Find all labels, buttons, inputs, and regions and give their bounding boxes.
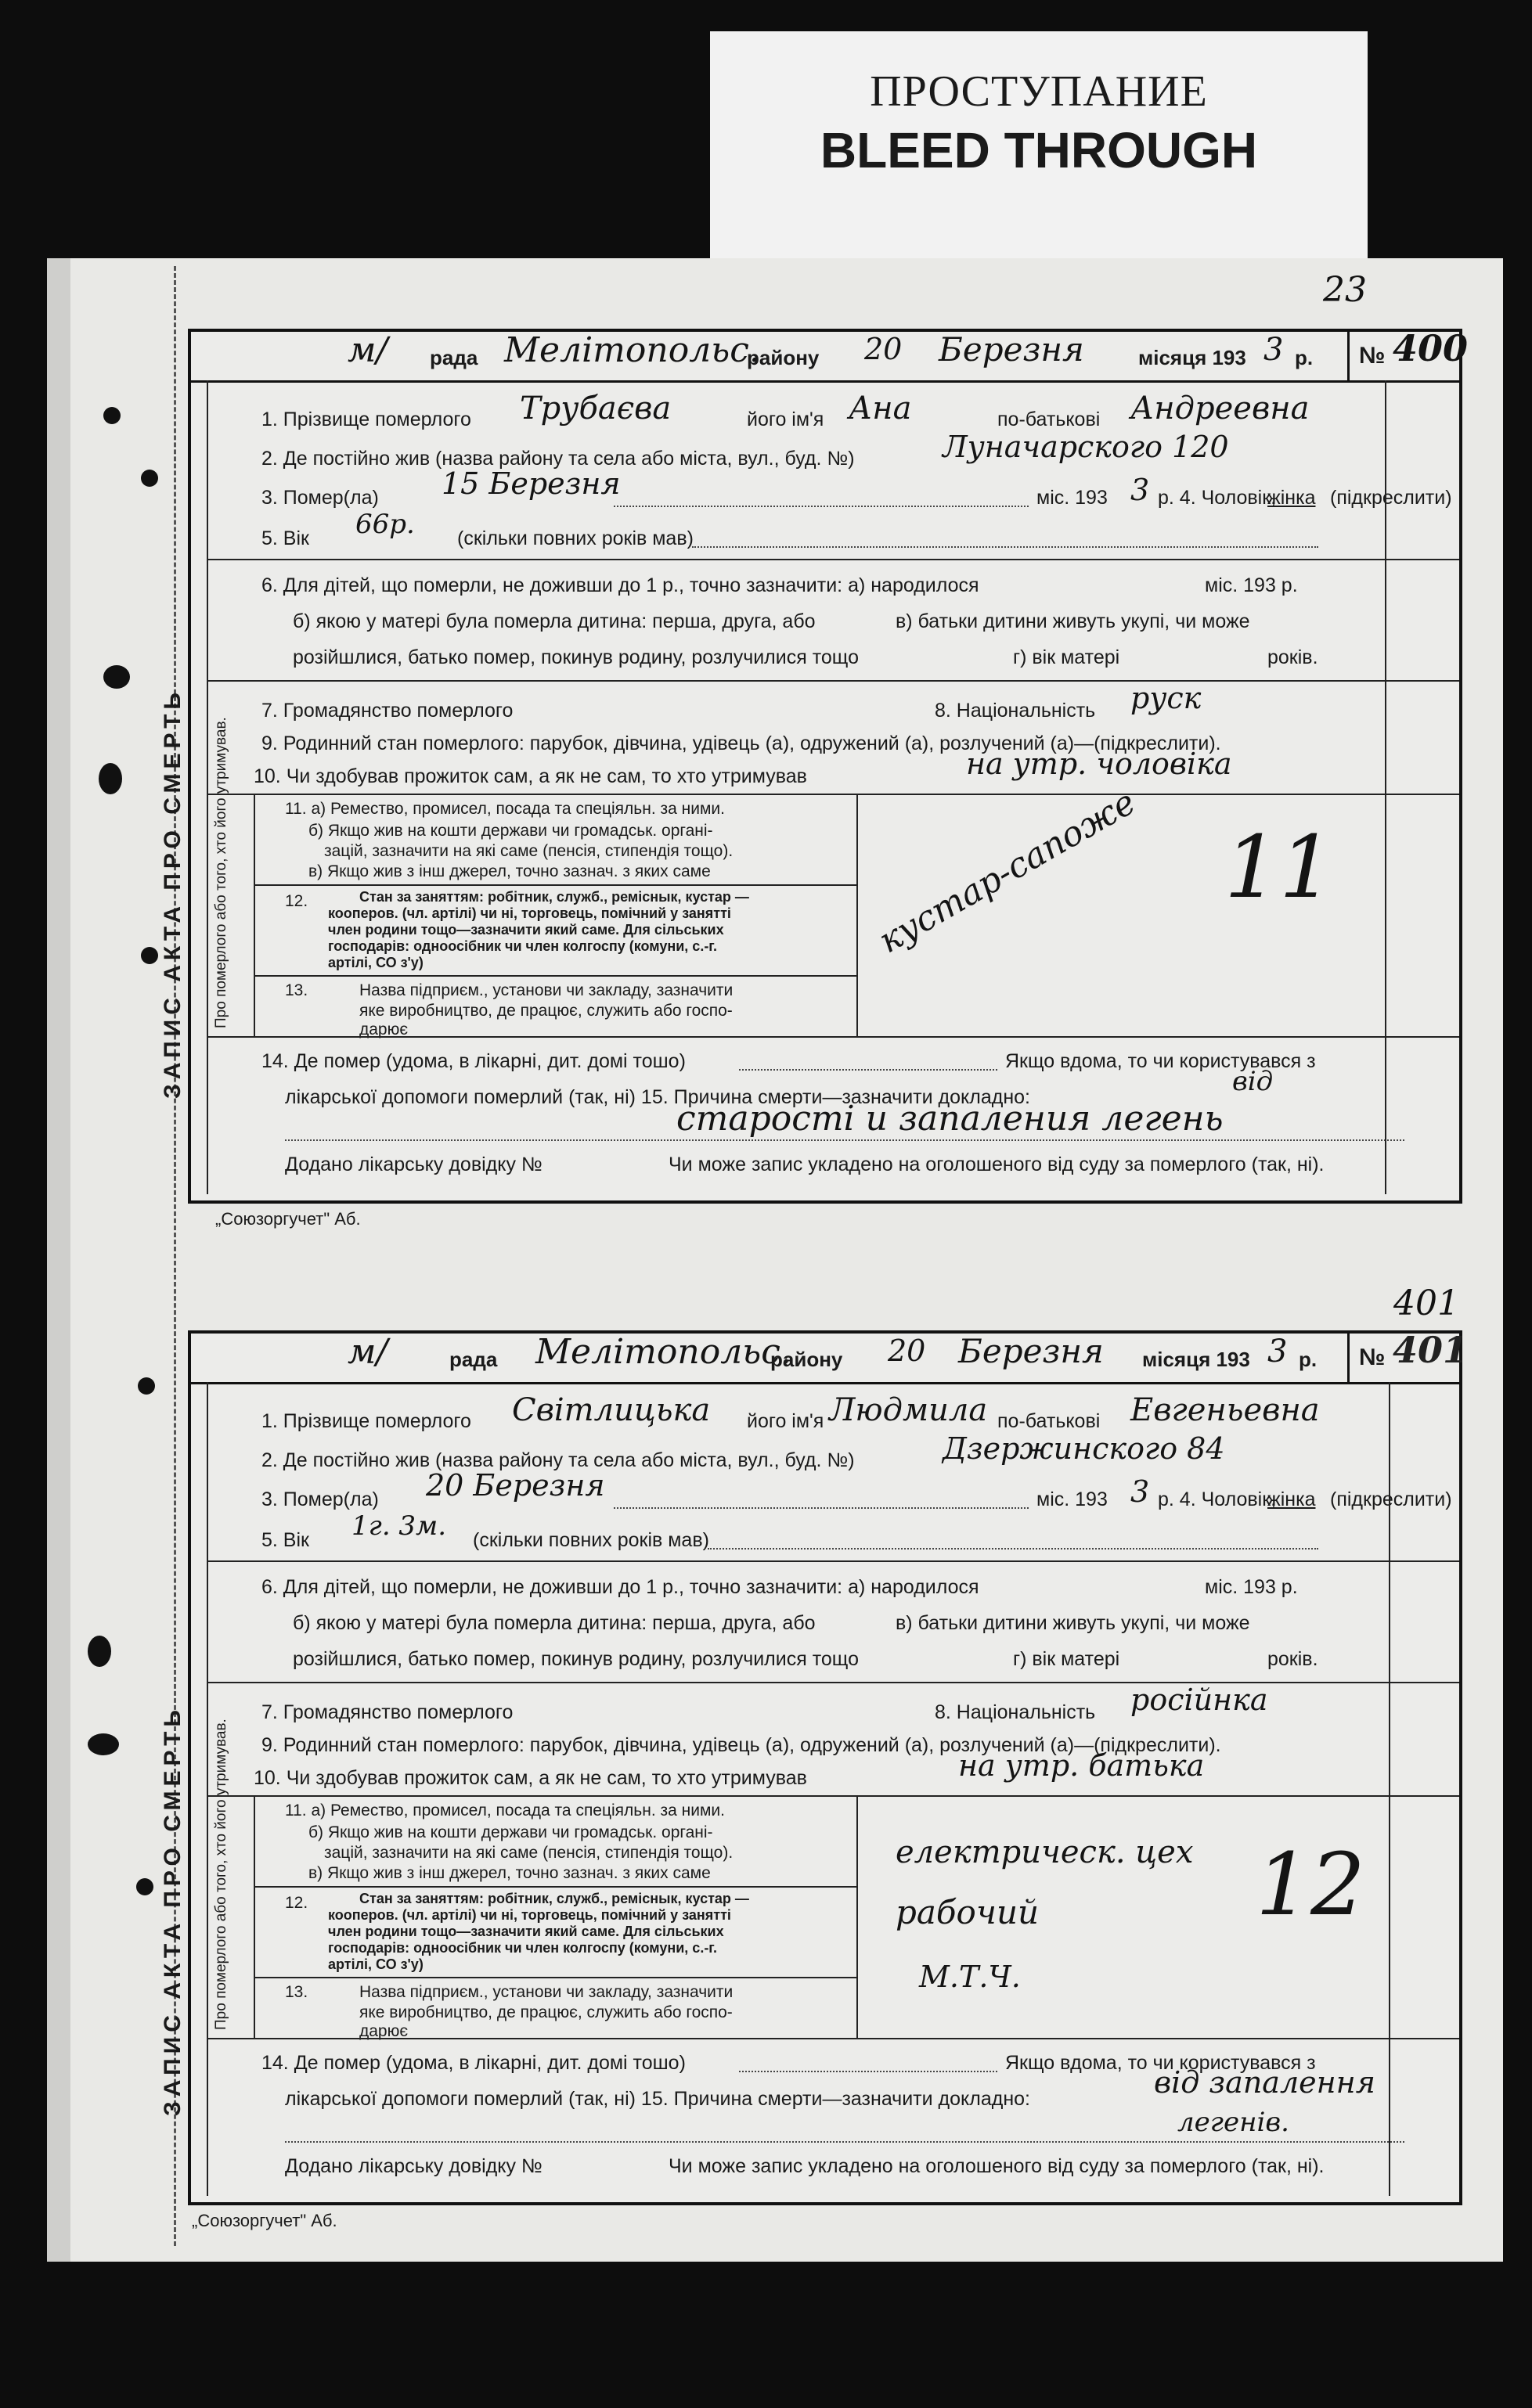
years-label: років. [1267, 646, 1318, 668]
dotted-line [708, 1548, 1318, 1550]
org-handwritten: М.Т.Ч. [919, 1960, 1021, 1994]
rada-label: рада [430, 346, 478, 369]
rayonu-label: району [770, 1348, 843, 1371]
rule [1389, 1382, 1390, 2196]
dotted-line [739, 1069, 997, 1071]
stamp-line-2: BLEED THROUGH [820, 122, 1258, 178]
binding-hole [88, 1733, 119, 1755]
year-handwritten: 3 [1267, 1334, 1288, 1370]
f13-num: 13. [285, 1983, 308, 2001]
cause-label: лікарської допомоги померлий (так, ні) 15. Причина смерти—зазначити докладно: [285, 2088, 1030, 2110]
employment-status-1: Стан за заняттям: робітник, служб., реміснык, кустар — [359, 889, 749, 905]
rule [254, 884, 856, 886]
employment-status-2: кооперов. (чл. артілі) чи ні, торговець, помічний у занятті [328, 1907, 731, 1923]
died-year-handwritten: 3 [1130, 1474, 1150, 1509]
cause-handwritten-1: від запалення [1154, 2065, 1375, 2100]
rule [254, 975, 856, 977]
child-born-label: 6. Для дітей, що померли, не доживши до 1 р., точно зазначити: а) народилося [261, 574, 979, 596]
state-support-label-2: зацій, зазначити на які саме (пенсія, стипендія тощо). [324, 1844, 734, 1862]
rule [254, 1977, 856, 1978]
parents-together-label: в) батьки дитини живуть укупі, чи може [896, 610, 1250, 632]
dotted-line [739, 2071, 997, 2072]
r-label: р. [1299, 1348, 1318, 1371]
address-handwritten: Дзержинского 84 [943, 1431, 1225, 1466]
record-number-box [1347, 1329, 1469, 1382]
child-born-end: міс. 193 р. [1205, 1576, 1298, 1598]
bleed-through-stamp [710, 31, 1368, 265]
surname-label: 1. Прізвище померлого [261, 409, 471, 430]
occupation-label: 11. а) Ремество, промисел, посада та спеціяльн. за ними. [285, 800, 725, 818]
citizenship-label: 7. Громадянство померлого [261, 1701, 514, 1723]
dotted-line [285, 2141, 1404, 2143]
number-label: № [1359, 1344, 1386, 1370]
child-born-label: 6. Для дітей, що померли, не доживши до 1 р., точно зазначити: а) народилося [261, 1576, 979, 1598]
state-support-label-2: зацій, зазначити на які саме (пенсія, стипендія тощо). [324, 842, 734, 860]
r-label: р. [1295, 346, 1314, 369]
rayonu-label: району [747, 346, 820, 369]
workplace-label-3: дарює [359, 2022, 409, 2040]
name-label: його ім'я [747, 409, 824, 430]
support-side-label: Про померлого або того, хто його утримував. [213, 717, 229, 1028]
child-order-label: б) якою у матері була померла дитина: перша, друга, або [293, 610, 816, 632]
rule [254, 1886, 856, 1888]
form-header [191, 1329, 1469, 1384]
surname-handwritten: Трубаєва [520, 391, 672, 427]
employment-status-3: член родини тощо—зазначити який саме. Для сільських [328, 922, 724, 938]
support-label: 10. Чи здобував прожиток сам, а як не сам, то хто утримував [254, 765, 807, 787]
state-support-label: б) Якщо жив на кошти держави чи громадськ. органі- [308, 1823, 713, 1841]
employment-status-3: член родини тощо—зазначити який саме. Для сільських [328, 1924, 724, 1939]
age-handwritten: 66р. [355, 509, 415, 540]
place-of-death-label: 14. Де помер (удома, в лікарні, дит. домі тошо) [261, 1050, 686, 1072]
dotted-line [614, 506, 1029, 507]
patronymic-handwritten: Евгеньевна [1130, 1392, 1320, 1428]
cause-handwritten-1: від [1232, 1066, 1274, 1097]
patronymic-label: по-батькові [997, 409, 1101, 430]
dotted-line [614, 1507, 1029, 1509]
workplace-label-1: Назва підприєм., установи чи закладу, зазначити [359, 1983, 734, 2001]
cause-label: лікарської допомоги померлий (так, ні) 15. Причина смерти—зазначити докладно: [285, 1086, 1030, 1108]
rule [207, 1560, 1459, 1562]
record-number-handwritten: 400 [1393, 327, 1469, 369]
side-label: ЗАПИС АКТА ПРО СМЕРТЬ [160, 688, 186, 1099]
stamp-line-1: ПРОСТУПАНИЕ [870, 67, 1208, 116]
death-record-form-2 [160, 1329, 1469, 2205]
occupation-handwritten: електрическ. цех [896, 1834, 1194, 1870]
rule [1385, 380, 1386, 1194]
rule [207, 2038, 1459, 2039]
rule [207, 559, 1459, 560]
support-side-label: Про померлого або того, хто його утримував. [213, 1719, 229, 2030]
dotted-line [692, 546, 1318, 548]
age-handwritten: 1г. 3м. [351, 1510, 447, 1542]
month-handwritten: Березня [958, 1332, 1104, 1370]
died-label: 3. Помер(ла) [261, 487, 379, 509]
occupation-label: 11. а) Ремество, промисел, посада та спеціяльн. за ними. [285, 1802, 725, 1819]
left-rule [207, 380, 208, 1194]
certificate-label: Додано лікарську довідку № [285, 2155, 543, 2177]
binding-hole [138, 1377, 155, 1395]
mother-age-label: г) вік матері [1013, 1648, 1120, 1670]
residence-label: 2. Де постійно жив (назва району та села або міста, вул., буд. №) [261, 448, 855, 470]
workplace-label-2: яке виробництво, де працює, служить або госпо- [359, 1002, 733, 1020]
workplace-label-3: дарює [359, 1020, 409, 1038]
binding-hole [136, 1878, 153, 1895]
died-handwritten: 15 Березня [442, 466, 621, 501]
rule [207, 1795, 1459, 1797]
underline-note: (підкреслити) [1330, 487, 1452, 509]
binding-hole [103, 407, 121, 424]
rule [856, 1795, 858, 2038]
other-sources-label: в) Якщо жив з інш джерел, точно зазнач. з яких саме [308, 1864, 711, 1882]
name-handwritten: Ана [849, 391, 912, 427]
number-label: № [1359, 343, 1386, 369]
court-label: Чи може запис укладено на оголошеного від суду за померлого (так, ні). [669, 2155, 1325, 2177]
marital-label: 9. Родинний стан померлого: парубок, дівчина, удівець (а), одружений (а), розлучений (а)—(підкреслити). [261, 1734, 1221, 1756]
court-label: Чи може запис укладено на оголошеного від суду за померлого (так, ні). [669, 1154, 1325, 1175]
binding-hole [141, 470, 158, 487]
rule [254, 1795, 255, 2038]
age-label: 5. Вік [261, 1529, 309, 1551]
employment-status-4: господарів: одноосібник чи член колгоспу (комуни, с.-г. [328, 938, 718, 954]
underline-note: (підкреслити) [1330, 1488, 1452, 1510]
support-handwritten: на утр. чоловіка [966, 747, 1232, 781]
rada-label: рада [449, 1348, 498, 1371]
support-handwritten: на утр. батька [958, 1748, 1205, 1783]
died-month-label: міс. 193 [1036, 1488, 1108, 1510]
sex-female-underlined: жінка [1267, 1488, 1316, 1510]
day-handwritten: 20 [888, 1334, 926, 1368]
rada-name-handwritten: Мелітопольс. [535, 1332, 791, 1372]
child-born-end: міс. 193 р. [1205, 574, 1298, 596]
f12-num: 12. [285, 892, 308, 910]
parents-separated-label: розійшлися, батько помер, покинув родину, розлучилися тощо [293, 646, 859, 668]
rada-handwritten: м/ [348, 1332, 388, 1372]
sex-label: р. 4. Чоловік, [1158, 1488, 1277, 1510]
home-help-label: Якщо вдома, то чи користувався з [1005, 2052, 1316, 2074]
nationality-label: 8. Національність [935, 700, 1096, 722]
record-number-handwritten: 401 [1393, 1329, 1469, 1371]
cause-handwritten-2: легенів. [1177, 2107, 1289, 2138]
nationality-handwritten: руск [1130, 681, 1202, 715]
workplace-label-1: Назва підприєм., установи чи закладу, зазначити [359, 981, 734, 999]
form-footer: „Союзоргучет" Аб. [192, 2211, 337, 2230]
parents-together-label: в) батьки дитини живуть укупі, чи може [896, 1612, 1250, 1634]
home-help-label: Якщо вдома, то чи користувався з [1005, 1050, 1316, 1072]
binding-hole [103, 665, 130, 689]
form-header [191, 327, 1469, 383]
cause-handwritten-2: старості и запаления легень [676, 1099, 1224, 1139]
mother-age-label: г) вік матері [1013, 646, 1120, 668]
child-order-label: б) якою у матері була померла дитина: перша, друга, або [293, 1612, 816, 1634]
name-handwritten: Людмила [829, 1392, 988, 1428]
patronymic-label: по-батькові [997, 1410, 1101, 1432]
page-number: 23 [1323, 270, 1367, 310]
rule [207, 1682, 1459, 1683]
month-label: місяця 193 [1138, 346, 1246, 369]
employment-status-4: господарів: одноосібник чи член колгоспу (комуни, с.-г. [328, 1940, 718, 1956]
day-handwritten: 20 [864, 332, 903, 366]
sex-label: р. 4. Чоловік, [1158, 487, 1277, 509]
surname-handwritten: Світлицька [512, 1392, 711, 1428]
address-handwritten: Луначарского 120 [943, 430, 1229, 464]
binding-hole [141, 947, 158, 964]
certificate-label: Додано лікарську довідку № [285, 1154, 543, 1175]
rada-handwritten: м/ [348, 330, 388, 370]
occupation-handwritten: кустар-сапоже [872, 782, 1143, 962]
years-label: років. [1267, 1648, 1318, 1670]
died-label: 3. Помер(ла) [261, 1488, 379, 1510]
f13-num: 13. [285, 981, 308, 999]
employment-status-1: Стан за заняттям: робітник, служб., реміснык, кустар — [359, 1891, 749, 1906]
died-month-label: міс. 193 [1036, 487, 1108, 509]
state-support-label: б) Якщо жив на кошти держави чи громадськ. органі- [308, 822, 713, 840]
occupation2-handwritten: рабочий [896, 1893, 1040, 1931]
sex-female-underlined: жінка [1267, 487, 1316, 509]
year-handwritten: 3 [1263, 332, 1284, 368]
record-number-box [1347, 327, 1469, 380]
rule [207, 1036, 1459, 1038]
record-number-2-corner: 401 [1393, 1283, 1459, 1323]
residence-label: 2. Де постійно жив (назва району та села або міста, вул., буд. №) [261, 1449, 855, 1471]
age-label: 5. Вік [261, 527, 309, 549]
nationality-handwritten: російнка [1130, 1683, 1268, 1717]
rule [856, 794, 858, 1036]
month-handwritten: Березня [939, 330, 1084, 369]
parents-separated-label: розійшлися, батько помер, покинув родину, розлучилися тощо [293, 1648, 859, 1670]
rule [207, 680, 1459, 682]
death-record-form-1 [160, 327, 1469, 1204]
workplace-label-2: яке виробництво, де працює, служить або госпо- [359, 2003, 733, 2021]
name-label: його ім'я [747, 1410, 824, 1432]
dotted-line [285, 1139, 1404, 1141]
f12-num: 12. [285, 1894, 308, 1912]
employment-status-5: артілі, СО з'у) [328, 955, 424, 970]
age-note: (скільки повних років мав) [473, 1529, 709, 1551]
rule [207, 794, 1459, 795]
place-of-death-label: 14. Де помер (удома, в лікарні, дит. домі тошо) [261, 2052, 686, 2074]
form-footer: „Союзоргучет" Аб. [215, 1209, 361, 1229]
binding-hole [88, 1636, 111, 1667]
died-year-handwritten: 3 [1130, 473, 1150, 507]
rada-name-handwritten: Мелітопольс. [504, 330, 760, 370]
died-handwritten: 20 Березня [426, 1468, 605, 1503]
age-note: (скільки повних років мав) [457, 527, 694, 549]
side-label: ЗАПИС АКТА ПРО СМЕРТЬ [160, 1705, 186, 2116]
rule [254, 794, 255, 1036]
nationality-label: 8. Національність [935, 1701, 1096, 1723]
support-label: 10. Чи здобував прожиток сам, а як не сам, то хто утримував [254, 1767, 807, 1789]
code-handwritten: 12 [1256, 1834, 1365, 1935]
patronymic-handwritten: Андреевна [1130, 391, 1310, 427]
left-rule [207, 1382, 208, 2196]
code-handwritten: 11 [1224, 817, 1334, 917]
month-label: місяця 193 [1142, 1348, 1250, 1371]
surname-label: 1. Прізвище померлого [261, 1410, 471, 1432]
other-sources-label: в) Якщо жив з інш джерел, точно зазнач. з яких саме [308, 862, 711, 880]
binding-hole [99, 763, 122, 794]
citizenship-label: 7. Громадянство померлого [261, 700, 514, 722]
employment-status-2: кооперов. (чл. артілі) чи ні, торговець, помічний у занятті [328, 905, 731, 921]
marital-label: 9. Родинний стан померлого: парубок, дівчина, удівець (а), одружений (а), розлучений (а)—(підкреслити). [261, 732, 1221, 754]
employment-status-5: артілі, СО з'у) [328, 1956, 424, 1972]
